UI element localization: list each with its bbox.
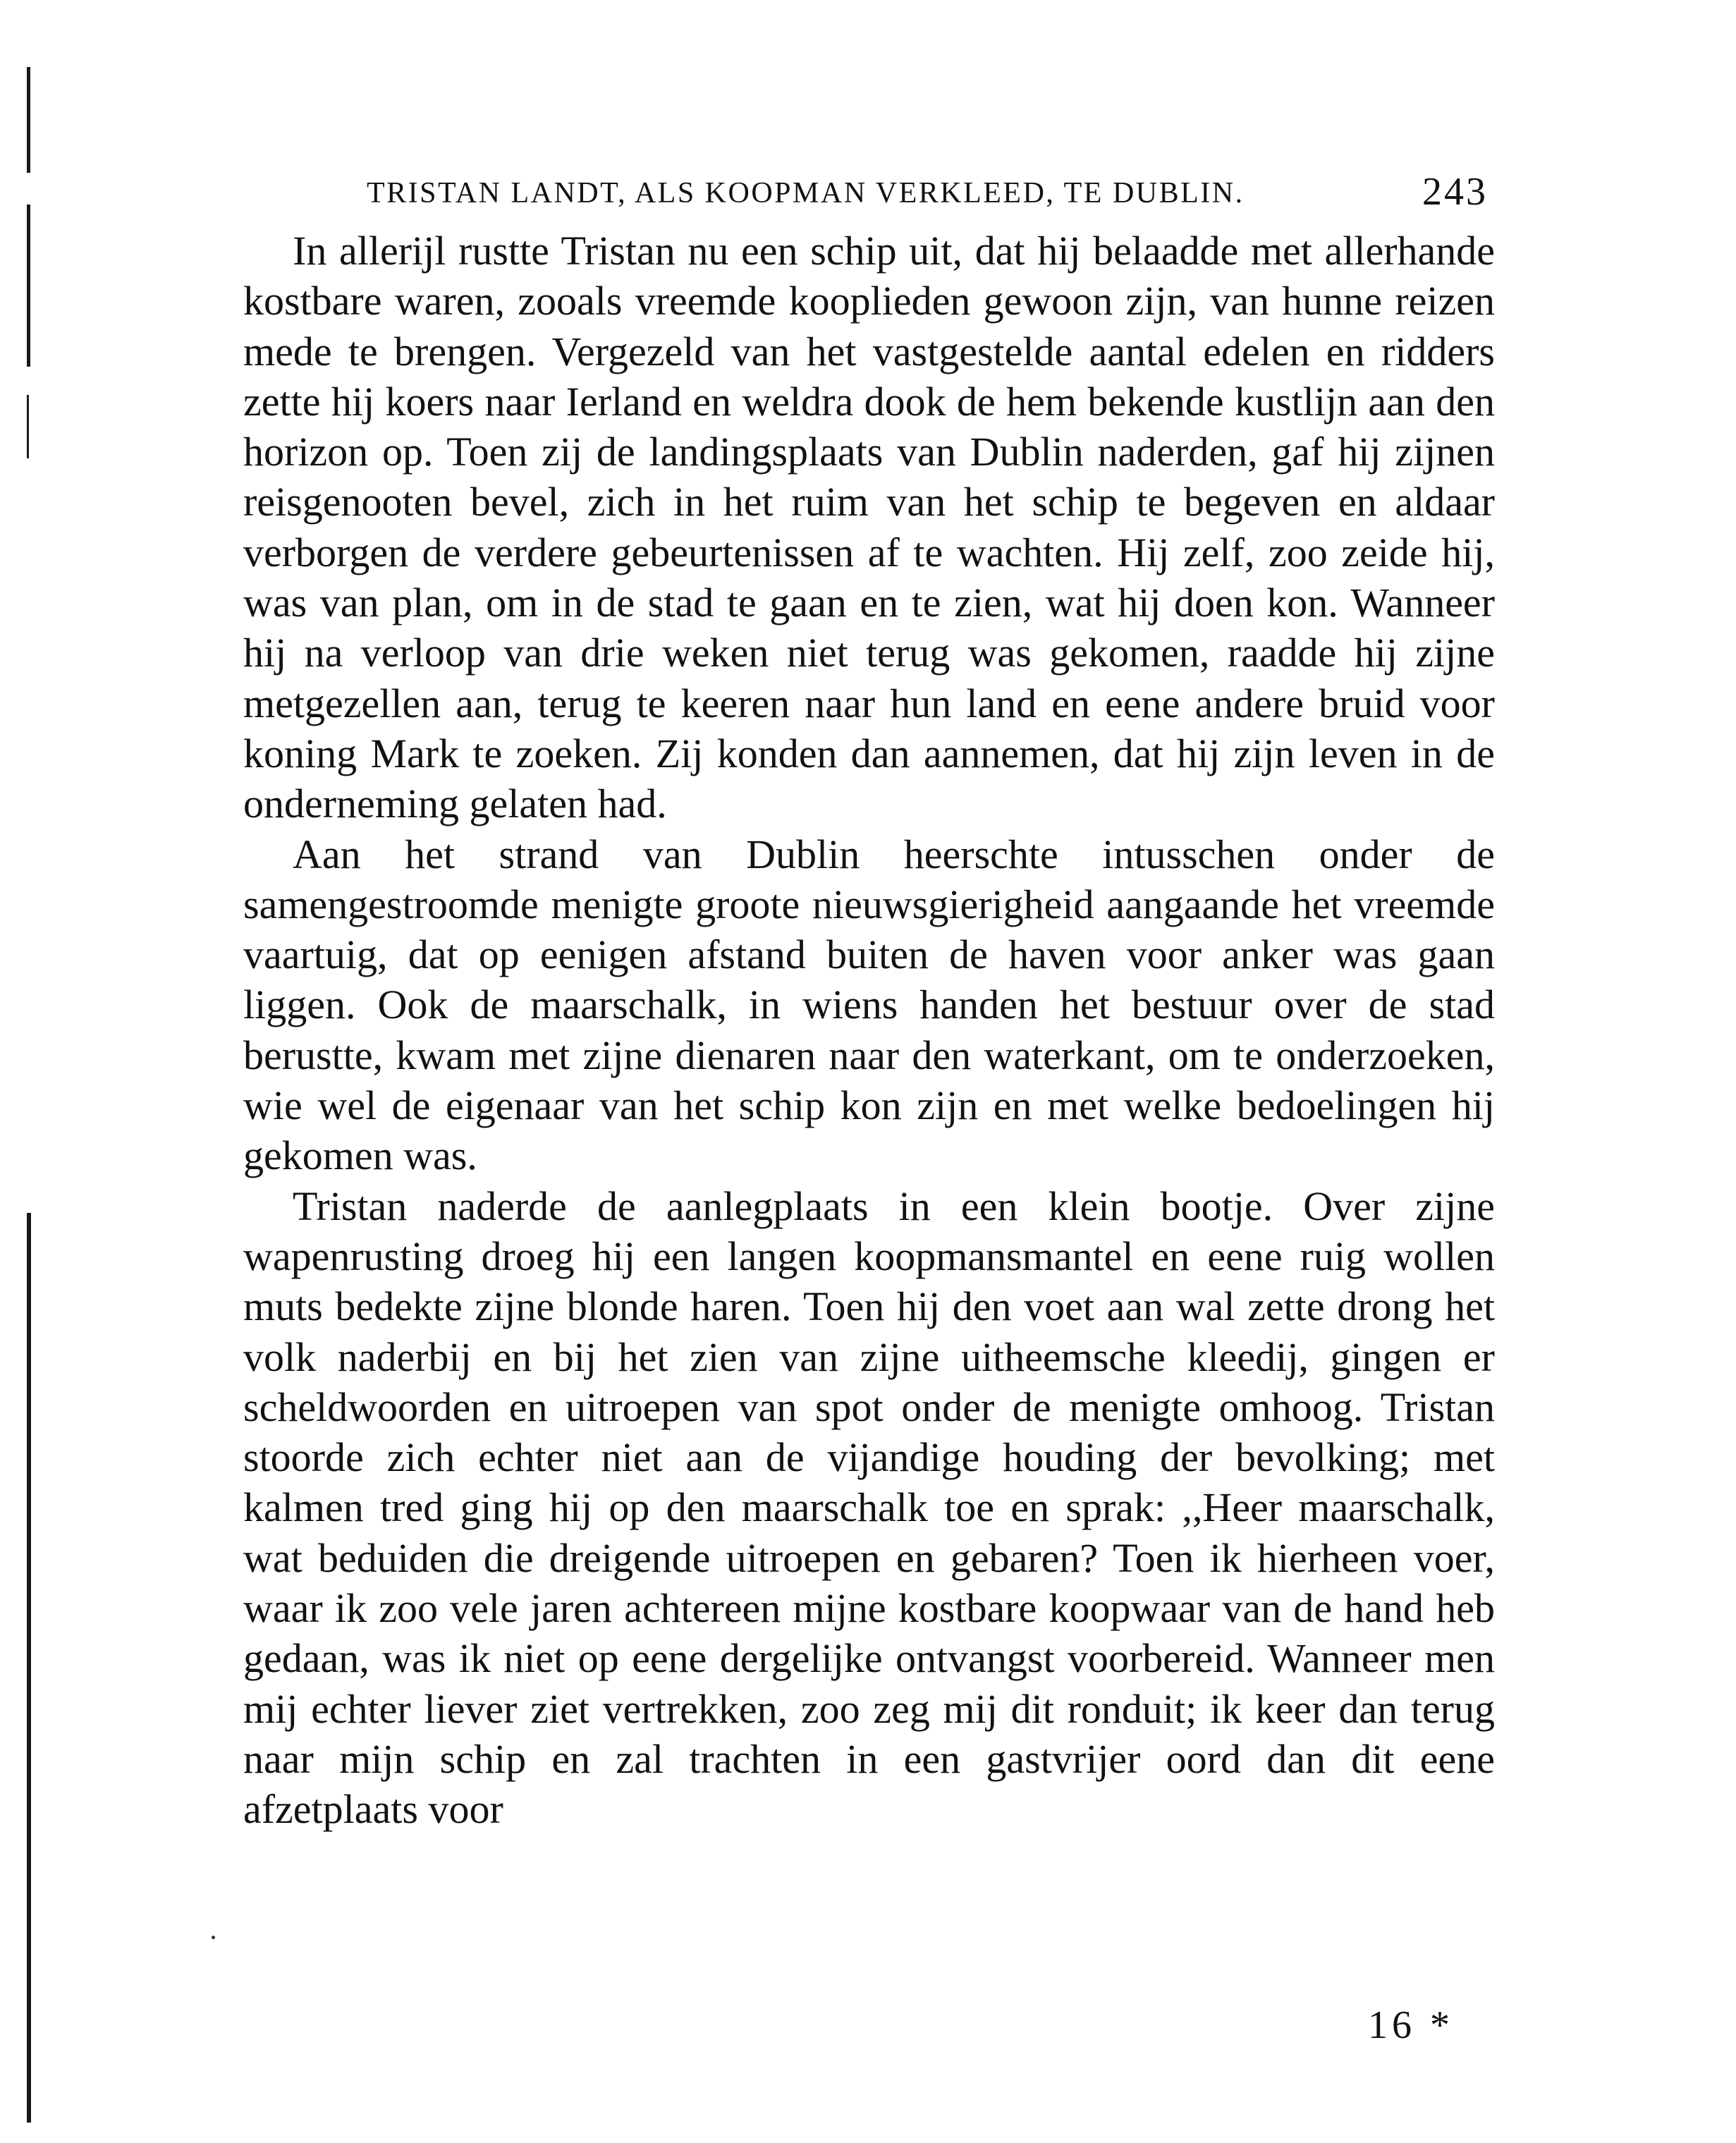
paragraph: Aan het strand van Dublin heerschte intusschen onder de samengestroomde menigte groote nieuwsgierigheid aangaande het vreemde vaartuig, dat op eenigen afstand buiten de haven voor anker was gaan liggen. Ook de maarschalk, in wiens handen het bestuur over de stad berustte, kwam met zijne dienaren naar den waterkant, om te onderzoeken, wie wel de eigenaar van het schip kon zijn en met welke bedoelingen hij gekomen was. [243, 831, 1495, 1179]
running-head [367, 169, 1488, 219]
paragraph: In allerijl rustte Tristan nu een schip uit, dat hij belaadde met allerhande kostbare waren, zooals vreemde kooplieden gewoon zijn, van hunne reizen mede te brengen. Vergezeld van het vastgestelde aantal edelen en ridders zette hij koers naar Ierland en weldra dook de hem bekende kustlijn aan den horizon op. Toen zij de landingsplaats van Dublin naderden, gaf hij zijnen reisgenooten bevel, zich in het ruim van het schip te begeven en aldaar verborgen de verdere gebeurtenissen af te wachten. Hij zelf, zoo zeide hij, was van plan, om in de stad te gaan en te zien, wat hij doen kon. Wanneer hij na verloop van drie weken niet terug was gekomen, raadde hij zijne metgezellen aan, terug te keeren naar hun land en eene andere bruid voor koning Mark te zoeken. Zij konden dan aannemen, dat hij zijn leven in de onderneming gelaten had. [243, 228, 1495, 827]
paragraph: Tristan naderde de aanlegplaats in een klein bootje. Over zijne wapenrusting droeg hij een langen koopmansmantel en eene ruig wollen muts bedekte zijne blonde haren. Toen hij den voet aan wal zette drong het volk naderbij en bij het zien van zijne uitheemsche kleedij, gingen er scheldwoorden en uitroepen van spot onder de menigte omhoog. Tristan stoorde zich echter niet aan de vijandige houding der bevolking; met kalmen tred ging hij op den maarschalk toe en sprak: ,,Heer maarschalk, wat beduiden die dreigende uitroepen en gebaren? Toen ik hierheen voer, waar ik zoo vele jaren achtereen mijne kostbare koopwaar van de hand heb gedaan, was ik niet op eene dergelijke ontvangst voorbereid. Wanneer men mij echter liever ziet vertrekken, zoo zeg mij dit ronduit; ik keer dan terug naar mijn schip en zal trachten in een gastvrijer oord dan dit eene afzetplaats voor [243, 1183, 1495, 1833]
body-text [243, 226, 1495, 1835]
signature-mark: 16 * [1368, 2003, 1454, 2047]
running-title: TRISTAN LANDT, ALS KOOPMAN VERKLEED, TE DUBLIN. [367, 177, 1245, 209]
page-number: 243 [1422, 170, 1488, 214]
